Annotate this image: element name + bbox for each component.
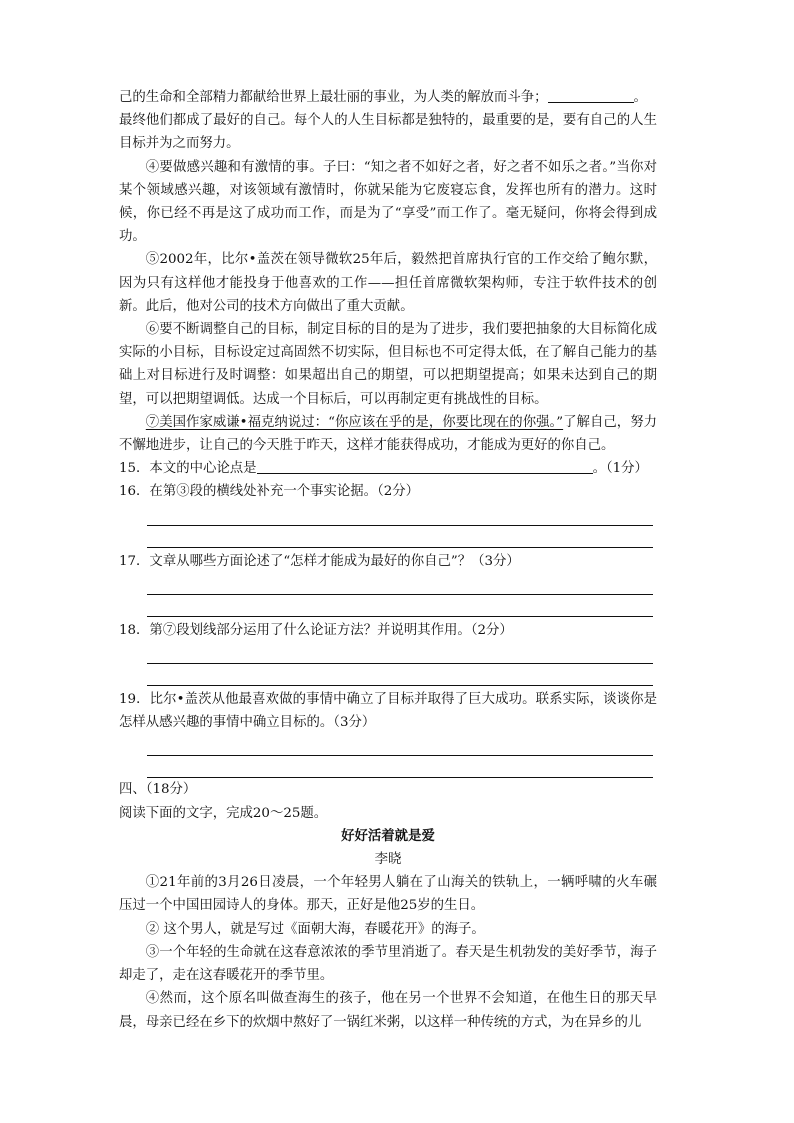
answer-line[interactable] — [147, 526, 653, 548]
paragraph-4: ④要做感兴趣和有激情的事。子曰：“知之者不如好之者，好之者不如乐之者。”当你对某个领域感兴趣，对该领域有激情时，你就呆能为它废寝忘食，发挥也所有的潜力。这时候，你已经不再是这了成功而工作，而是为了“享受”而工作了。毫无疑问，你将会得到成功。 — [119, 159, 657, 245]
answer-blank[interactable] — [257, 457, 593, 474]
text-line: 己的生命和全部精力都献给世界上最壮丽的事业，为人类的解放而斗争； 。 — [119, 86, 657, 109]
article-paragraph-3: ③一个年轻的生命就在这春意浓浓的季节里消逝了。春天是生机勃发的美好季节，海子却走了，走在这春暖花开的季节里。 — [119, 944, 657, 984]
document-page — [119, 86, 657, 1034]
article-paragraph-1: ①21年前的3月26日凌晨，一个年轻男人躺在了山海关的铁轨上，一辆呼啸的火车碾压过一个中国田园诗人的身体。那天，正好是他25岁的生日。 — [119, 875, 657, 914]
paragraph-6: ⑥要不断调整自己的目标，制定目标的目的是为了进步，我们要把抽象的大目标简化成实际的小目标，目标设定过高固然不切实际，但目标也不可定得太低，在了解自己能力的基础上对目标进行及时调整：如果超出自己的期望，可以把期望提高；如果未达到自己的期望，可以把期望调低。达成一个目标后，可以再制定更有挑战性的目标。 — [119, 322, 657, 407]
answer-line[interactable] — [147, 573, 653, 595]
answer-line[interactable] — [147, 664, 653, 686]
paragraph-5: ⑤2002年，比尔•盖茨在领导微软25年后，毅然把首席执行官的工作交给了鲍尔默，因为只有这样他才能投身于他喜欢的工作——担任首席微软架构师，专注于软件技术的创新。此后，他对公司的技术方向做出了重大贡献。 — [119, 252, 657, 314]
paragraph-7: ⑦美国作家威谦•福克纳说过：“你应该在乎的是，你要比现在的你强。”了解自己，努力不懈地进步，让自己的今天胜于昨天，这样才能获得成功，才能成为更好的你自己。 — [119, 414, 657, 454]
question-16: 16．在第③段的横线处补充一个事实论据。（2分） — [119, 484, 420, 500]
question-15: 15．本文的中心论点是 。（1分） — [119, 457, 657, 480]
answer-line[interactable] — [147, 595, 653, 617]
underlined-quote: ⑦美国作家威谦•福克纳说过：“你应该在乎的是，你要比现在的你强。” — [145, 414, 564, 430]
article-paragraph-4: ④然而，这个原名叫做查海生的孩子，他在另一个世界不会知道，在他生日的那天早晨，母亲已经在乡下的炊烟中熬好了一锅红米粥，以这样一种传统的方式，为在异乡的儿 — [119, 991, 657, 1030]
paragraph: 最终他们都成了最好的自己。每个人的人生目标都是独特的，最重要的是，要有自己的人生目标并为之而努力。 — [119, 113, 657, 152]
answer-line[interactable] — [147, 734, 653, 756]
instruction: 阅读下面的文字，完成20～25题。 — [119, 805, 328, 821]
section-heading: 四、（18分） — [119, 782, 197, 798]
question-17: 17．文章从哪些方面论述了“怎样才能成为最好的你自己”？（3分） — [119, 553, 520, 569]
question-18: 18．第⑦段划线部分运用了什么论证方法？并说明其作用。（2分） — [119, 622, 513, 638]
answer-blank[interactable] — [548, 86, 634, 103]
answer-line[interactable] — [147, 504, 653, 526]
answer-line[interactable] — [147, 642, 653, 664]
answer-line[interactable] — [147, 756, 653, 778]
article-author: 李晓 — [374, 852, 402, 868]
question-19: 19．比尔•盖茨从他最喜欢做的事情中确立了目标并取得了巨大成功。联系实际，谈谈你是怎样从感兴趣的事情中确立目标的。（3分） — [119, 692, 657, 731]
article-title: 好好活着就是爱 — [341, 827, 435, 844]
article-paragraph-2: ② 这个男人，就是写过《面朝大海，春暖花开》的海子。 — [145, 921, 485, 937]
